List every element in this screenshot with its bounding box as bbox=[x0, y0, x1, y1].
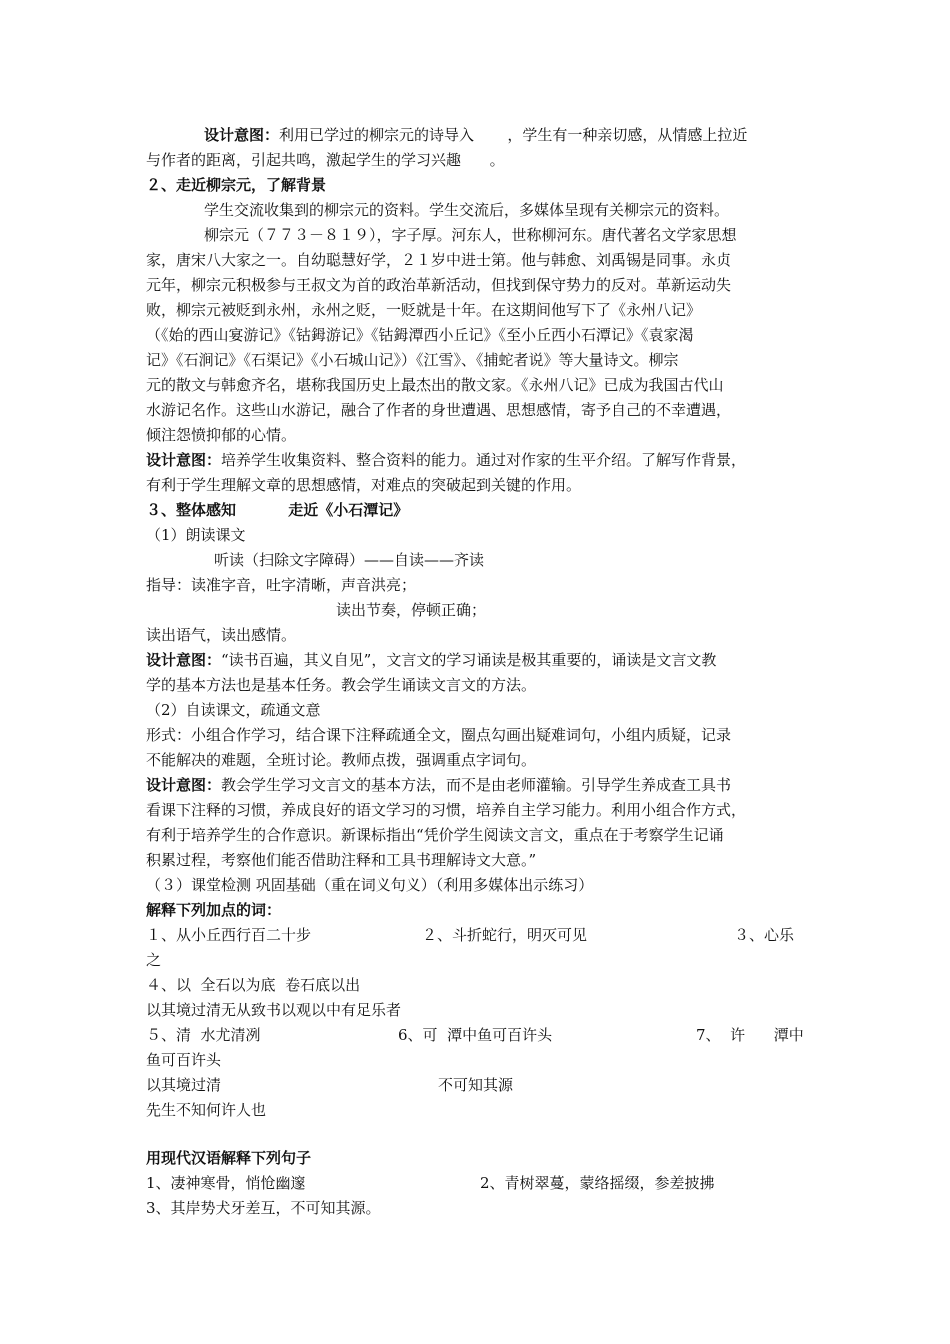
design-note-text: 教会学生学习文言文的基本方法，而不是由老师灌输。引导学生养成查工具书 bbox=[221, 776, 732, 794]
form-line-1: 形式：小组合作学习，结合课下注释疏通全文，圈点勾画出疑难词句，小组内质疑，记录 bbox=[146, 726, 732, 744]
guide-line-2: 读出节奏，停顿正确； bbox=[336, 601, 487, 619]
word-exercise-item: 以其境过清 bbox=[146, 1076, 222, 1094]
sentence-exercise-item: 2、青树翠蔓，蒙络摇缀，参差披拂 bbox=[480, 1174, 715, 1192]
word-exercise-item: ５、清 水尤清冽 bbox=[146, 1026, 261, 1044]
design-note-3-line1 bbox=[146, 648, 716, 672]
section-2-heading: ２、走近柳宗元，了解背景 bbox=[146, 176, 327, 194]
word-exercise-item: 鱼可百许头 bbox=[146, 1051, 222, 1069]
guide-line-1: 指导：读准字音，吐字清晰，声音洪亮； bbox=[146, 576, 417, 594]
design-note-label: 设计意图： bbox=[146, 451, 222, 469]
word-exercise-item: 不可知其源 bbox=[438, 1076, 514, 1094]
sentence-exercise-heading: 用现代汉语解释下列句子 bbox=[146, 1149, 312, 1167]
form-line-2: 不能解决的难题，全班讨论。教师点拨，强调重点字词句。 bbox=[146, 751, 537, 769]
word-exercise-item: １、从小丘西行百二十步 bbox=[146, 926, 312, 944]
word-exercise-item: 6、可 潭中鱼可百许头 bbox=[398, 1026, 553, 1044]
section-3-heading: ３、整体感知 走近《小石潭记》 bbox=[146, 501, 409, 519]
design-note-4-line: 积累过程，考察他们能否借助注释和工具书理解诗文大意。” bbox=[146, 851, 537, 869]
subsection-3-title: （３）课堂检测 巩固基础（重在词义句义）（利用多媒体出示练习） bbox=[146, 876, 594, 894]
design-note-4-line: 看课下注释的习惯，养成良好的语文学习的习惯，培养自主学习能力。利用小组合作方式， bbox=[146, 801, 747, 819]
listen-steps: 听读（扫除文字障碍）——自读——齐读 bbox=[214, 551, 485, 569]
sentence-exercise-item: 3、其岸势犬牙差互，不可知其源。 bbox=[146, 1199, 381, 1217]
bio-line: 家，唐宋八大家之一。自幼聪慧好学，２１岁中进士第。他与韩愈、刘禹锡是同事。永贞 bbox=[146, 251, 732, 269]
design-note-4-line1 bbox=[146, 773, 731, 797]
word-exercise-heading: 解释下列加点的词： bbox=[146, 901, 282, 919]
word-exercise-item: ２、斗折蛇行，明灭可见 bbox=[422, 926, 588, 944]
word-exercise-item: ４、以 全石以为底 卷石底以出 bbox=[146, 976, 361, 994]
design-note-2-line1 bbox=[146, 448, 746, 472]
bio-line: 记》《石涧记》《石渠记》《小石城山记》）《江雪》、《捕蛇者说》等大量诗文。柳宗 bbox=[146, 351, 679, 369]
bio-line: （《始的西山宴游记》《钴鉧游记》《钴鉧潭西小丘记》《至小丘西小石潭记》《袁家渴 bbox=[146, 326, 694, 344]
design-note-label: 设计意图： bbox=[146, 651, 222, 669]
design-note-1-line2: 与作者的距离，引起共鸣，激起学生的学习兴趣 。 bbox=[146, 151, 505, 169]
design-note-text: “读书百遍，其义自见”，文言文的学习诵读是极其重要的，诵读是文言文教 bbox=[221, 651, 717, 669]
bio-line: 元年，柳宗元积极参与王叔文为首的政治革新活动，但找到保守势力的反对。革新运动失 bbox=[146, 276, 732, 294]
subsection-2-title: （2）自读课文，疏通文意 bbox=[146, 701, 321, 719]
word-exercise-item: 之 bbox=[146, 951, 162, 969]
design-note-1-line1 bbox=[204, 123, 747, 147]
bio-line: 柳宗元（７７３－８１９），字子厚。河东人，世称柳河东。唐代著名文学家思想 bbox=[204, 226, 737, 244]
word-exercise-item: 7、 许 潭中 bbox=[696, 1026, 804, 1044]
design-note-3-line2: 学的基本方法也是基本任务。教会学生诵读文言文的方法。 bbox=[146, 676, 537, 694]
design-note-2-line2: 有利于学生理解文章的思想感情，对难点的突破起到关键的作用。 bbox=[146, 476, 582, 494]
design-note-label: 设计意图： bbox=[204, 126, 280, 144]
design-note-text: 利用已学过的柳宗元的诗导入 ，学生有一种亲切感，从情感上拉近 bbox=[279, 126, 748, 144]
bio-line: 败，柳宗元被贬到永州，永州之贬，一贬就是十年。在这期间他写下了《永州八记》 bbox=[146, 301, 702, 319]
word-exercise-item: 以其境过清无从致书以观以中有足乐者 bbox=[146, 1001, 402, 1019]
word-exercise-item: ３、心乐 bbox=[734, 926, 795, 944]
sentence-exercise-item: 1、凄神寒骨，悄怆幽邃 bbox=[146, 1174, 306, 1192]
bio-line: 元的散文与韩愈齐名，堪称我国历史上最杰出的散文家。《永州八记》已成为我国古代山 bbox=[146, 376, 724, 394]
design-note-text: 培养学生收集资料、整合资料的能力。通过对作家的生平介绍。了解写作背景， bbox=[221, 451, 747, 469]
bio-line: 倾注怨愤抑郁的心情。 bbox=[146, 426, 297, 444]
word-exercise-item: 先生不知何许人也 bbox=[146, 1101, 267, 1119]
section-2-intro: 学生交流收集到的柳宗元的资料。学生交流后，多媒体呈现有关柳宗元的资料。 bbox=[204, 201, 730, 219]
design-note-4-line: 有利于培养学生的合作意识。新课标指出“凭价学生阅读文言文，重点在于考察学生记诵 bbox=[146, 826, 724, 844]
subsection-1-title: （1）朗读课文 bbox=[146, 526, 246, 544]
bio-line: 水游记名作。这些山水游记，融合了作者的身世遭遇、思想感情，寄予自己的不幸遭遇， bbox=[146, 401, 732, 419]
guide-line-3: 读出语气，读出感情。 bbox=[146, 626, 297, 644]
design-note-label: 设计意图： bbox=[146, 776, 222, 794]
